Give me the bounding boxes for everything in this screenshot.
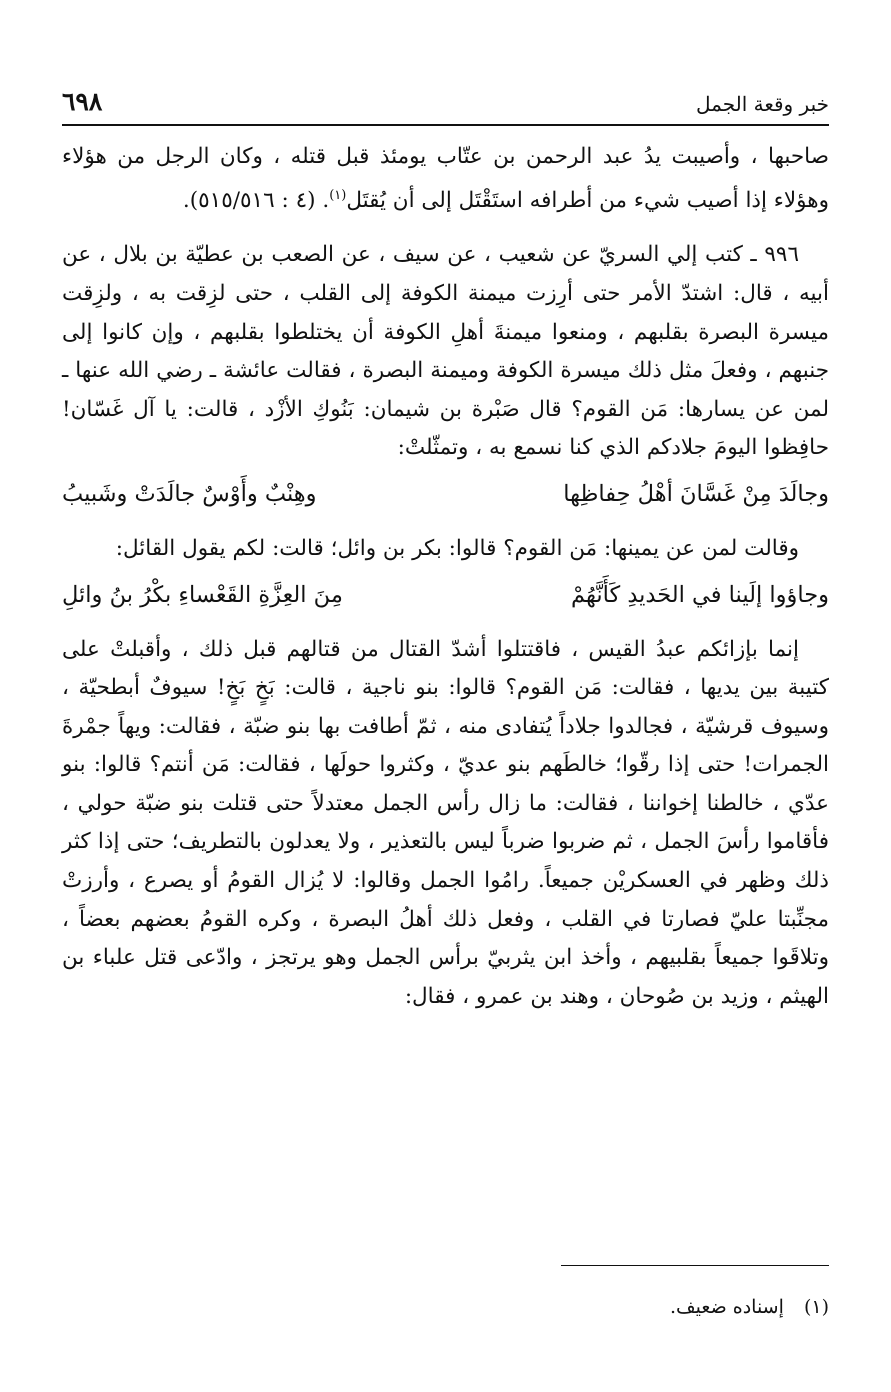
verse-2 [62,575,829,615]
page-header [62,82,829,116]
running-title: خبر وقعة الجمل [695,92,829,116]
paragraph-3: وقالت لمن عن يمينها: مَن القوم؟ قالوا: بكر بن وائل؛ قالت: لكم يقول القائل: [115,535,799,561]
footnote-rule [561,1265,829,1266]
paragraph-1-text: صاحبها ، وأصيبت يدُ عبد الرحمن بن عتّاب يومئذ قبل قتله ، وكان الرجل من هؤلاء وهؤلاء إذا أصيب شيء من أطرافه استَقْتَل إلى أن يُقتَل [62,144,829,213]
footnote [62,1292,829,1322]
page-number: ٦٩٨ [62,87,103,116]
verse-1 [62,474,829,514]
paragraph-4: إنما بإزائكم عبدُ القيس ، فاقتتلوا أشدّ القتال من قتالهم قبل ذلك ، وأقبلتْ على كتيبة بين يديها ، فقالت: مَن القوم؟ قالوا: بنو ناجية ، قالت: بَخٍ بَخٍ! سيوفٌ أبطحيّة ، وسيوف قرشيّة ، فجالدوا جلاداً يُتفادى منه ، ثمّ أطافت بها بنو ضبّة ، فقالت: ويهاً جمْرةَ الجمرات! حتى إذا رقّوا؛ خالطَهم بنو عديّ ، وكثروا حولَها ، فقالت: مَن أنتم؟ قالوا: بنو عدّي ، خالطنا إخواننا ، فقالت: ما زال رأس الجمل معتدلاً حتى قتلت بنو ضبّة حولي ، فأقاموا رأسَ الجمل ، ثم ضربوا ضرباً ليس بالتعذير ، ولا يعدلون بالتطريف؛ حتى إذا كثر ذلك وظهر في العسكريْن جميعاً. رامُوا الجمل وقالوا: لا يُزال القومُ أو يصرع ، وأرزتْ مجنِّبتا عليّ فصارتا في القلب ، وفعل ذلك أهلُ البصرة ، وكره القومُ بعضهم بعضاً ، وتلاقَوا جميعاً بقلبيهم ، وأخذ ابن يثربيّ برأس الجمل وهو يرتجز ، وادّعى قتل علباء بن الهيثم ، وزيد بن صُوحان ، وهند بن عمرو ، فقال: [62,636,829,1009]
footnote-ref: (١) [329,187,347,203]
footnote-text: إسناده ضعيف. [669,1296,784,1318]
paragraph-1-citation: . (٤ : ٥١٥/٥١٦). [182,187,330,213]
header-rule [62,124,829,126]
verse-1-first-hemistich: وجالَدَ مِنْ غَسَّانَ أهْلُ حِفاظِها [563,480,829,507]
verse-1-second-hemistich: وهِنْبٌ وأَوْسٌ جالَدَتْ وشَبيبُ [62,480,317,507]
verse-2-first-hemistich: وجاؤوا إلَينا في الحَديدِ كَأَنَّهُمْ [571,581,829,608]
paragraph-2: ٩٩٦ ـ كتب إلي السريّ عن شعيب ، عن سيف ، عن الصعب بن عطيّة بن بلال ، عن أبيه ، قال: اشتدّ الأمر حتى أرِزت ميمنة الكوفة إلى القلب ، حتى لزِقت به ، ولزِقت ميسرة البصرة بقلبهم ، ومنعوا ميمنةَ أهلِ الكوفة أن يختلطوا بقلبهم ، وإن كانوا إلى جنبهم ، وفعلَ مثل ذلك ميسرة الكوفة وميمنة البصرة ، فقالت عائشة ـ رضي الله عنها ـ لمن عن يسارها: مَن القوم؟ قال صَبْرة بن شيمان: بَنُوكِ الأزْد ، قالت: يا آل غَسّان! حافِظوا اليومَ جلادكم الذي كنا نسمع به ، وتمثّلتْ: [62,242,829,461]
verse-2-second-hemistich: مِنَ العِزَّةِ القَعْساءِ بكْرُ بنُ وائلِ [62,581,343,608]
paragraph-1 [62,138,829,220]
footnote-number: (١) [803,1296,829,1318]
main-text [62,138,829,1032]
